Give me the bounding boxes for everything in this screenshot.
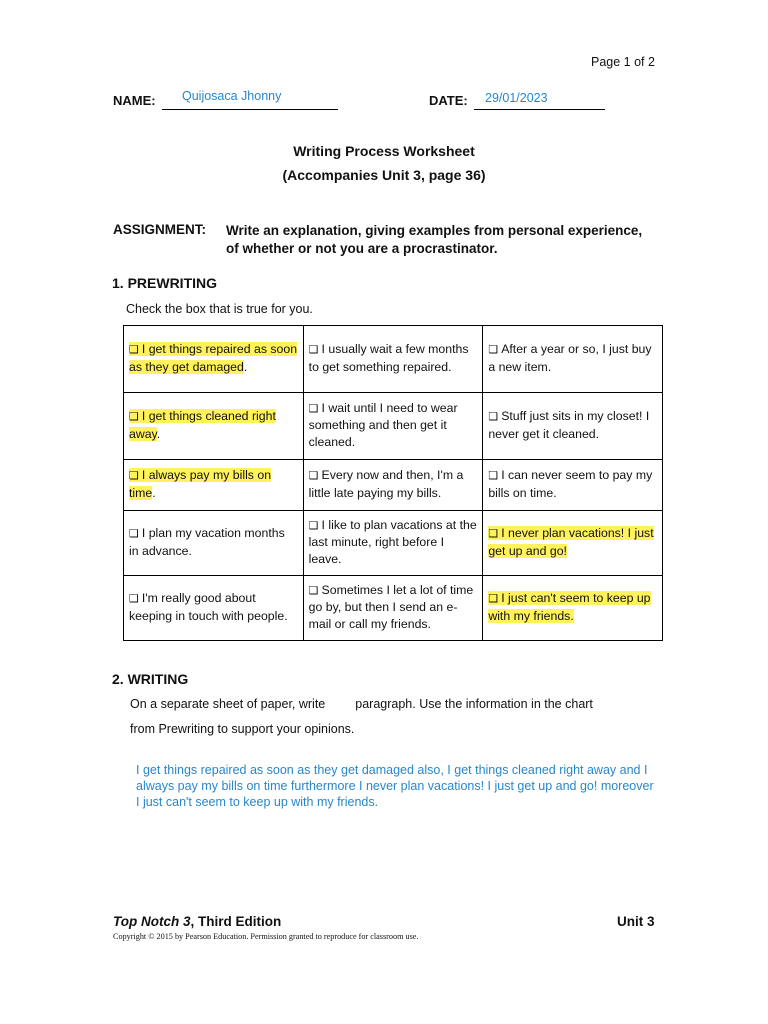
chart-cell[interactable]: [483, 460, 663, 511]
chart-cell[interactable]: [124, 460, 304, 511]
checkbox-icon[interactable]: ❏: [488, 469, 499, 482]
chart-option-text: I get things repaired as soon as they get damaged: [129, 342, 298, 374]
chart-cell[interactable]: [303, 326, 483, 393]
chart-option: [488, 591, 650, 623]
checkbox-icon[interactable]: ❏: [129, 469, 139, 482]
checkbox-icon[interactable]: ❏: [488, 527, 499, 540]
prewriting-instruction: Check the box that is true for you.: [126, 302, 313, 316]
chart-cell[interactable]: [124, 326, 304, 393]
chart-option: [309, 401, 458, 449]
chart-option: [488, 409, 649, 441]
chart-option-text: Sometimes I let a lot of time go by, but then I send an e-mail or call my friends.: [308, 582, 474, 631]
chart-option: [309, 342, 469, 374]
chart-option-text: I just can't seem to keep up with my friends.: [488, 591, 651, 623]
chart-option-text: I always pay my bills on time: [129, 468, 272, 500]
checkbox-icon[interactable]: ❏: [308, 401, 319, 415]
chart-cell[interactable]: [303, 393, 483, 460]
chart-option: [488, 342, 651, 374]
checkbox-icon[interactable]: ❏: [488, 410, 499, 423]
chart-option: [129, 468, 271, 500]
chart-row: [124, 393, 663, 460]
checkbox-icon[interactable]: ❏: [129, 410, 139, 423]
chart-option: [129, 591, 288, 623]
checkbox-icon[interactable]: ❏: [129, 343, 139, 356]
checkbox-icon[interactable]: ❏: [129, 592, 139, 605]
chart-option-text: I never plan vacations! I just get up and go!: [488, 526, 654, 558]
chart-option-text: I'm really good about keeping in touch with people.: [129, 591, 288, 623]
chart-cell[interactable]: [483, 393, 663, 460]
date-field[interactable]: [474, 92, 605, 110]
chart-option: [488, 468, 652, 500]
writing-instruction-part1: On a separate sheet of paper, write: [130, 697, 326, 711]
chart-option-text: After a year or so, I just buy a new item.: [488, 342, 652, 374]
writing-heading: 2. WRITING: [112, 671, 189, 687]
checkbox-icon[interactable]: ❏: [308, 469, 319, 482]
chart-row: [124, 576, 663, 641]
chart-cell[interactable]: [303, 511, 483, 576]
prewriting-heading: 1. PREWRITING: [112, 275, 218, 291]
chart-cell[interactable]: [303, 576, 483, 641]
chart-option: [309, 468, 464, 500]
chart-option-text: I usually wait a few months to get something repaired.: [308, 342, 469, 374]
checkbox-icon[interactable]: ❏: [308, 583, 319, 597]
writing-answer[interactable]: I get things repaired as soon as they get damaged also, I get things cleaned right away and I always pay my bills on time furthermore I never plan vacations! I just get up and go! moreover I just can't seem to keep up with my friends.: [136, 763, 654, 809]
writing-instruction-line2: from Prewriting to support your opinions.: [130, 722, 355, 736]
date-value: 29/01/2023: [485, 91, 548, 105]
copyright-notice: Copyright © 2015 by Pearson Education. Permission granted to reproduce for classroom use.: [113, 932, 419, 941]
checkbox-icon[interactable]: ❏: [129, 527, 139, 540]
chart-option-text: I get things cleaned right away: [129, 409, 276, 441]
name-value: Quijosaca Jhonny: [182, 89, 282, 103]
chart-option: [129, 526, 285, 558]
footer-edition: , Third Edition: [190, 914, 282, 929]
checkbox-icon[interactable]: ❏: [308, 343, 319, 356]
date-label: DATE:: [429, 93, 468, 108]
chart-option-suffix: .: [156, 426, 161, 441]
chart-cell[interactable]: [483, 576, 663, 641]
checkbox-icon[interactable]: ❏: [488, 343, 499, 356]
chart-option: [309, 583, 474, 631]
chart-cell[interactable]: [303, 460, 483, 511]
chart-cell[interactable]: [124, 393, 304, 460]
chart-option: [129, 409, 276, 441]
footer-unit: Unit 3: [617, 914, 655, 929]
footer-book-title: Top Notch 3: [113, 914, 191, 929]
chart-row: [124, 326, 663, 393]
chart-cell[interactable]: [124, 511, 304, 576]
page-number: Page 1 of 2: [591, 55, 655, 69]
chart-option: [309, 518, 477, 566]
chart-option: [488, 526, 653, 558]
name-field[interactable]: [162, 89, 338, 110]
chart-option-text: Stuff just sits in my closet! I never get it cleaned.: [488, 409, 650, 441]
checkbox-icon[interactable]: ❏: [308, 518, 319, 532]
assignment-label: ASSIGNMENT:: [113, 222, 207, 237]
footer-book: [113, 914, 281, 929]
chart-option-suffix: .: [152, 485, 156, 500]
chart-option: [129, 342, 297, 374]
assignment-text: Write an explanation, giving examples from personal experience, of whether or not you are a procrastinator.: [226, 223, 643, 256]
chart-option-text: I wait until I need to wear something and then get it cleaned.: [308, 400, 458, 449]
chart-option-text: I like to plan vacations at the last minute, right before I leave.: [308, 517, 477, 566]
chart-option-text: I plan my vacation months in advance.: [129, 526, 285, 558]
chart-option-text: Every now and then, I'm a little late paying my bills.: [308, 468, 464, 500]
worksheet-title: Writing Process Worksheet: [293, 143, 475, 159]
writing-instruction: [130, 697, 593, 711]
worksheet-subtitle: (Accompanies Unit 3, page 36): [282, 167, 486, 183]
chart-cell[interactable]: [124, 576, 304, 641]
name-label: NAME:: [113, 93, 156, 108]
checkbox-icon[interactable]: ❏: [488, 592, 499, 605]
chart-option-suffix: .: [243, 359, 248, 374]
chart-row: [124, 511, 663, 576]
chart-row: [124, 460, 663, 511]
chart-option-text: I can never seem to pay my bills on time.: [488, 468, 653, 500]
chart-cell[interactable]: [483, 511, 663, 576]
writing-instruction-part2: paragraph. Use the information in the chart: [355, 697, 593, 711]
chart-cell[interactable]: [483, 326, 663, 393]
procrastination-chart: [123, 325, 663, 641]
